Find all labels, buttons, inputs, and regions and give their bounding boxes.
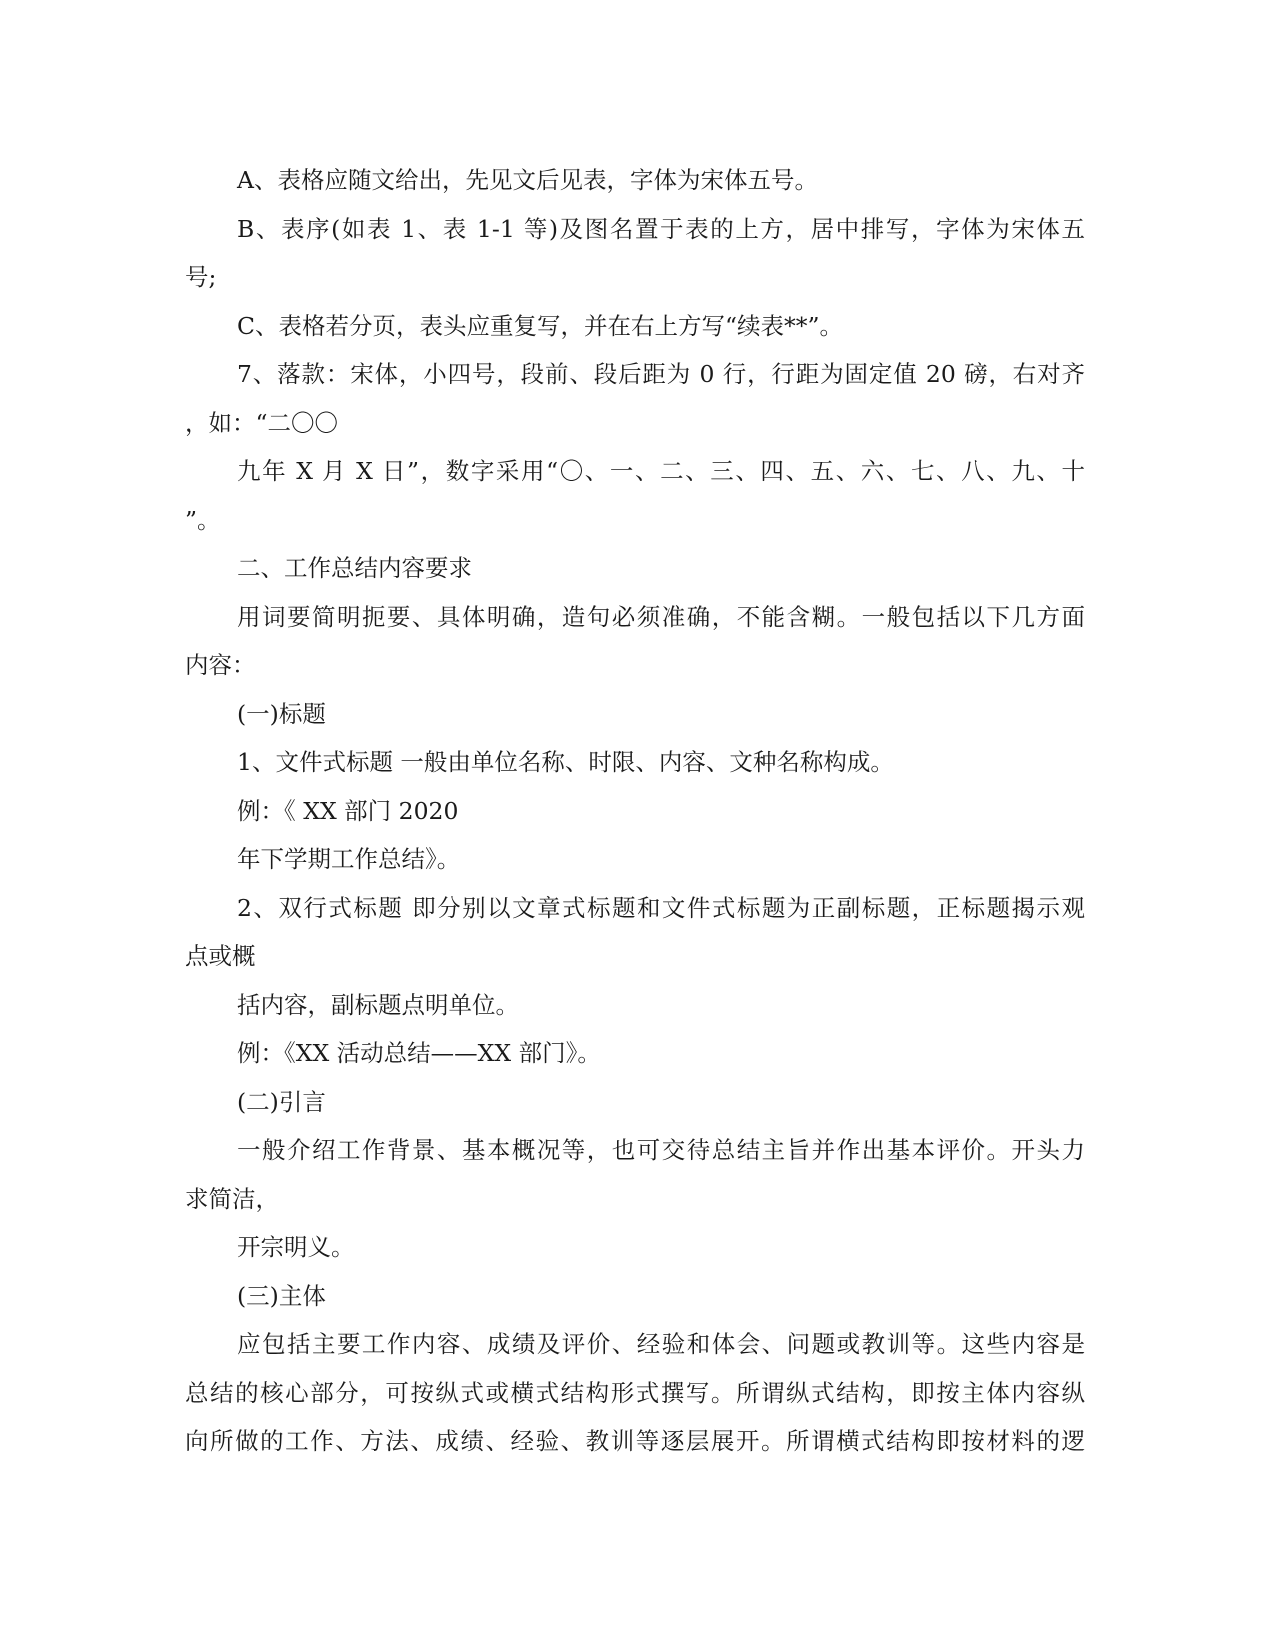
text-line: C、表格若分页，表头应重复写，并在右上方写“续表**”。 xyxy=(237,311,844,340)
text-line: 向所做的工作、方法、成绩、经验、教训等逐层展开。所谓横式结构即按材料的逻 xyxy=(185,1427,1085,1455)
text-line: 开宗明义。 xyxy=(237,1233,355,1261)
subsection-heading: (二)引言 xyxy=(237,1087,326,1116)
text-line: 点或概 xyxy=(185,942,256,970)
text-line: 2、双行式标题 即分别以文章式标题和文件式标题为正副标题，正标题揭示观 xyxy=(237,893,1085,922)
section-heading: 二、工作总结内容要求 xyxy=(237,554,472,582)
text-line: 7、落款：宋体，小四号，段前、段后距为 0 行，行距为固定值 20 磅，右对齐 xyxy=(237,360,1085,388)
text-line: 九年 X 月 X 日”，数字采用“〇、一、二、三、四、五、六、七、八、九、十 xyxy=(237,457,1085,485)
subsection-heading: (一)标题 xyxy=(237,699,326,728)
text-line: 求简洁， xyxy=(185,1184,279,1213)
text-line: A、表格应随文给出，先见文后见表，字体为宋体五号。 xyxy=(237,166,818,194)
text-line: B、表序(如表 1、表 1-1 等)及图名置于表的上方，居中排写，字体为宋体五 xyxy=(237,214,1085,243)
text-line: 一般介绍工作背景、基本概况等，也可交待总结主旨并作出基本评价。开头力 xyxy=(237,1136,1085,1164)
text-line: 例：《XX 活动总结——XX 部门》。 xyxy=(237,1039,601,1067)
text-line: 用词要简明扼要、具体明确，造句必须准确，不能含糊。一般包括以下几方面 xyxy=(237,602,1085,631)
text-line: 1、文件式标题 一般由单位名称、时限、内容、文种名称构成。 xyxy=(237,748,894,776)
text-line: 号; xyxy=(185,263,217,291)
text-line: 总结的核心部分，可按纵式或横式结构形式撰写。所谓纵式结构，即按主体内容纵 xyxy=(185,1378,1085,1407)
text-line: 例：《 XX 部门 2020 xyxy=(237,796,459,825)
text-line: ，如：“二〇〇 xyxy=(185,408,339,437)
text-line: ”。 xyxy=(185,505,221,534)
document-body xyxy=(185,156,1085,1466)
text-line: 括内容，副标题点明单位。 xyxy=(237,990,519,1019)
text-line: 内容： xyxy=(185,651,256,679)
subsection-heading: (三)主体 xyxy=(237,1281,326,1310)
text-line: 年下学期工作总结》。 xyxy=(237,845,461,873)
text-line: 应包括主要工作内容、成绩及评价、经验和体会、问题或教训等。这些内容是 xyxy=(237,1330,1085,1358)
